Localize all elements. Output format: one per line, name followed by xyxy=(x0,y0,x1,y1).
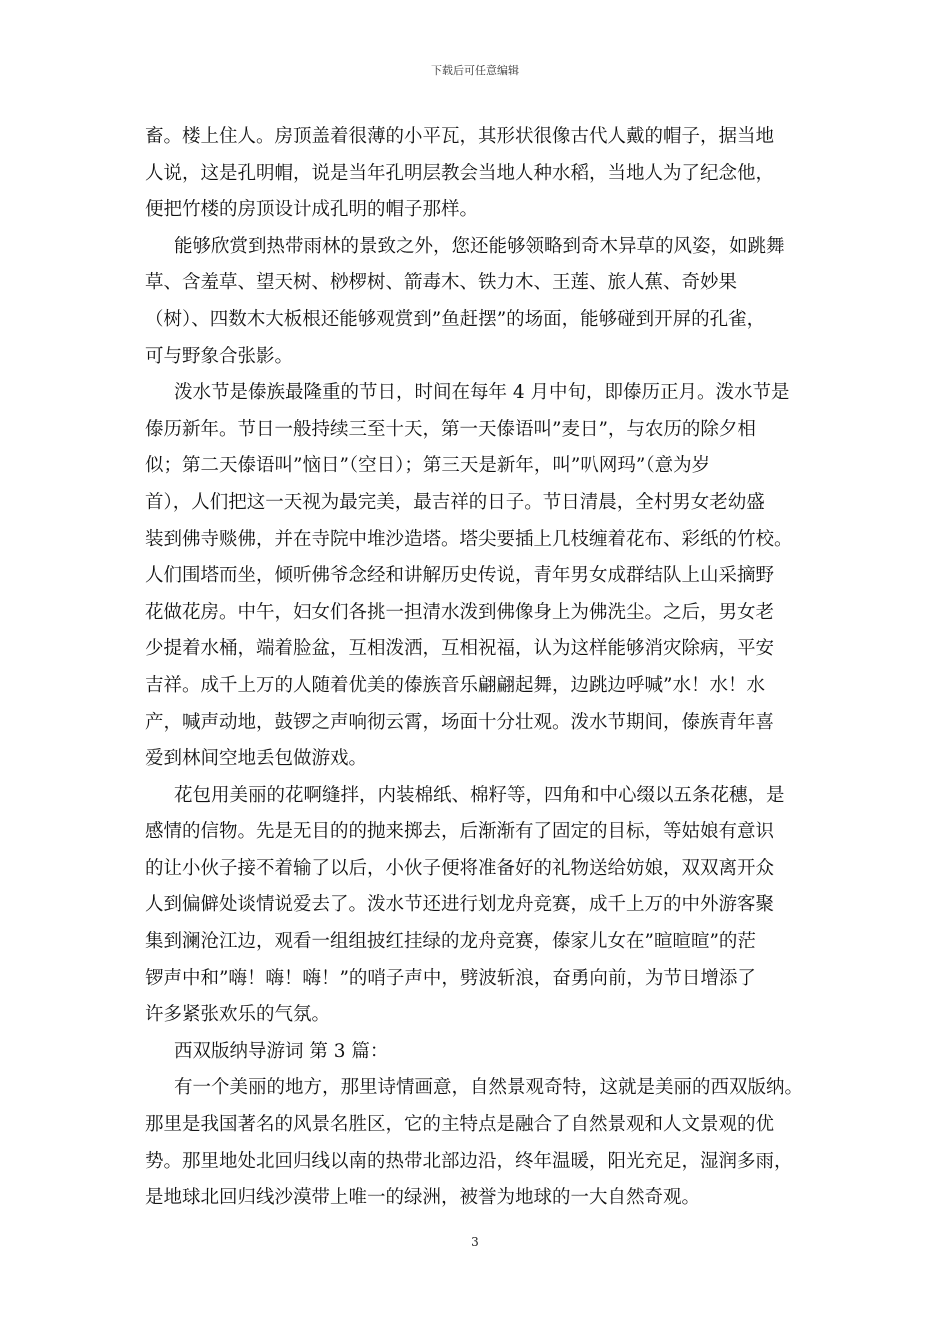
text-line: 花包用美丽的花啊缝拌，内装棉纸、棉籽等，四角和中心缀以五条花穗，是 xyxy=(174,784,785,806)
text-line: 少提着水桶，端着脸盆，互相泼洒，互相祝福，认为这样能够消灾除病，平安 xyxy=(145,638,775,660)
text-line: 畜。楼上住人。房顶盖着很薄的小平瓦，其形状很像古代人戴的帽子，据当地 xyxy=(145,126,775,147)
document-body xyxy=(145,119,812,1217)
text-line: 有一个美丽的地方，那里诗情画意，自然景观奇特，这就是美丽的西双版纳。 xyxy=(174,1077,804,1099)
text-line: 草、含羞草、望天树、桫椤树、箭毒木、铁力木、王莲、旅人蕉、奇妙果 xyxy=(145,272,738,294)
text-line: 人们围塔而坐，倾听佛爷念经和讲解历史传说，青年男女成群结队上山采摘野 xyxy=(145,565,775,587)
text-line: 首），人们把这一天视为最完美，最吉祥的日子。节日清晨，全村男女老幼盛 xyxy=(145,491,765,513)
text-line: （树）、四数木大板根还能够观赏到”鱼赶摆”的场面，能够碰到开屏的孔雀， xyxy=(145,308,766,330)
page-number: 3 xyxy=(471,1235,479,1249)
text-line: 西双版纳导游词 第 3 篇： xyxy=(174,1040,389,1062)
text-line: 泼水节是傣族最隆重的节日，时间在每年 4 月中旬，即傣历正月。泼水节是 xyxy=(174,382,790,404)
text-line: 产，喊声动地，鼓锣之声响彻云霄，场面十分壮观。泼水节期间，傣族青年喜 xyxy=(145,711,775,733)
text-line: 爱到林间空地丢包做游戏。 xyxy=(145,748,368,770)
text-line: 人到偏僻处谈情说爱去了。泼水节还进行划龙舟竞赛，成千上万的中外游客聚 xyxy=(145,894,775,916)
text-line: 傣历新年。节日一般持续三至十天，第一天傣语叫”麦日”，与农历的除夕相 xyxy=(145,418,756,440)
text-line: 许多紧张欢乐的气氛。 xyxy=(145,1004,331,1026)
text-line: 感情的信物。先是无目的的抛来掷去，后渐渐有了固定的目标，等姑娘有意识 xyxy=(145,821,775,843)
text-line: 似；第二天傣语叫”恼日”（空日）；第三天是新年，叫”叭网玛”（意为岁 xyxy=(145,455,711,477)
text-line: 人说，这是孔明帽，说是当年孔明层教会当地人种水稻，当地人为了纪念他， xyxy=(145,162,775,184)
text-line: 那里是我国著名的风景名胜区，它的主特点是融合了自然景观和人文景观的优 xyxy=(145,1114,775,1136)
text-line: 集到澜沧江边，观看一组组披红挂绿的龙舟竞赛，傣家儿女在”暄暄暄”的茫 xyxy=(145,931,756,953)
text-line: 装到佛寺赕佛，并在寺院中堆沙造塔。塔尖要插上几枝缠着花布、彩纸的竹校。 xyxy=(145,528,793,550)
text-line: 能够欣赏到热带雨林的景致之外，您还能够领略到奇木异草的风姿，如跳舞 xyxy=(174,235,785,257)
text-line: 便把竹楼的房顶设计成孔明的帽子那样。 xyxy=(145,199,479,221)
text-line: 吉祥。成千上万的人随着优美的傣族音乐翩翩起舞，边跳边呼喊”水！水！水 xyxy=(145,674,765,696)
text-line: 是地球北回归线沙漠带上唯一的绿洲，被誉为地球的一大自然奇观。 xyxy=(145,1187,701,1209)
text-line: 的让小伙子接不着输了以后，小伙子便将准备好的礼物送给妨娘，双双离开众 xyxy=(145,857,775,879)
text-line: 可与野象合张影。 xyxy=(145,345,294,367)
page-header: 下载后可任意编辑 xyxy=(431,64,519,77)
text-line: 势。那里地处北回归线以南的热带北部边沿，终年温暖，阳光充足，湿润多雨， xyxy=(145,1150,793,1172)
text-line: 锣声中和”嗨！嗨！嗨！”的哨子声中，劈波斩浪，奋勇向前，为节日增添了 xyxy=(145,967,756,989)
text-line: 花做花房。中午，妇女们各挑一担清水泼到佛像身上为佛洗尘。之后，男女老 xyxy=(145,601,775,623)
